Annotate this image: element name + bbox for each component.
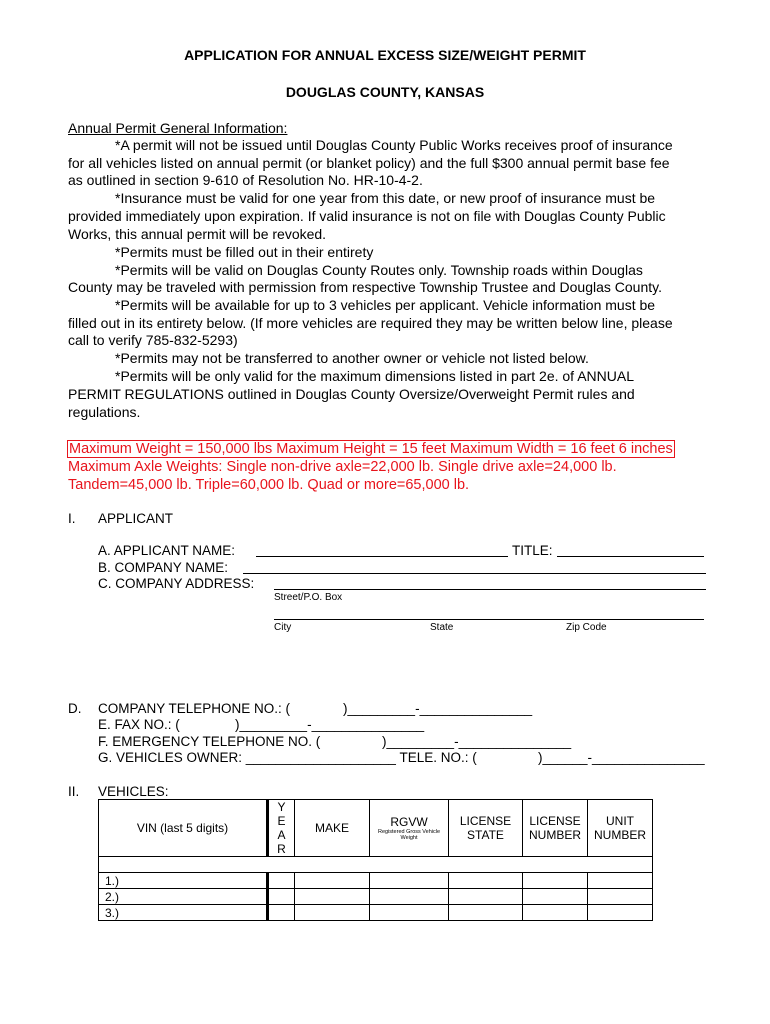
info-line: *Permits may not be transferred to another owner or vehicle not listed below. <box>115 350 589 366</box>
rgvw-label: RGVW <box>390 814 428 829</box>
info-line: *Permits must be filled out in their entirety <box>115 244 374 260</box>
license-number-cell[interactable] <box>523 905 588 921</box>
row-number: 2.) <box>99 889 268 905</box>
license-number-cell[interactable] <box>523 873 588 889</box>
year-cell[interactable] <box>268 889 295 905</box>
info-line: *Permits will be available for up to 3 vehicles per applicant. Vehicle information must be <box>115 297 656 313</box>
info-line: for all vehicles listed on annual permit (or blanket policy) and the full $300 annual permit base fee <box>68 155 670 171</box>
table-spacer-row <box>99 857 653 873</box>
year-cell[interactable] <box>268 873 295 889</box>
unit-number-label-1: UNIT <box>606 814 634 828</box>
unit-number-label-2: NUMBER <box>593 828 646 842</box>
info-line: provided immediately upon expiration. If valid insurance is not on file with Douglas County Public <box>68 208 666 224</box>
company-phone-label: COMPANY TELEPHONE NO.: ( <box>98 701 291 716</box>
info-line: *Insurance must be valid for one year from this date, or new proof of insurance must be <box>115 190 656 206</box>
rgvw-cell[interactable] <box>370 905 449 921</box>
company-name-field[interactable] <box>243 573 706 574</box>
emergency-phone-field[interactable]: )_________-_______________ <box>382 734 572 749</box>
license-state-cell[interactable] <box>449 889 523 905</box>
vehicles-owner-label: G. VEHICLES OWNER: ____________________ TELE. NO.: ( <box>98 750 477 765</box>
info-line: *Permits will be only valid for the maximum dimensions listed in part 2e. of ANNUAL <box>115 368 634 384</box>
title-label: TITLE: <box>512 543 553 558</box>
applicant-name-label: A. APPLICANT NAME: <box>98 543 236 558</box>
section-number: I. <box>68 511 76 526</box>
year-letter: Y <box>277 800 286 814</box>
document-title: APPLICATION FOR ANNUAL EXCESS SIZE/WEIGHT PERMIT <box>184 47 586 63</box>
general-info-heading: Annual Permit General Information: <box>68 120 288 136</box>
license-state-cell[interactable] <box>449 905 523 921</box>
make-header: MAKE <box>295 800 370 857</box>
table-row <box>99 905 653 921</box>
info-line: *Permits will be valid on Douglas County Routes only. Township roads within Douglas <box>115 262 643 278</box>
row-number: 3.) <box>99 905 268 921</box>
vehicles-section-title: VEHICLES: <box>98 784 169 799</box>
info-line: call to verify 785-832-5293) <box>68 332 238 348</box>
info-line: filled out in its entirety below. (If more vehicles are required they may be written below line, please <box>68 315 673 331</box>
company-phone-field[interactable]: )_________-_______________ <box>343 701 533 716</box>
rgvw-sub-label: Registered Gross Vehicle Weight <box>377 828 441 841</box>
info-line: County may be traveled with permission from respective Township Trustee and Douglas County. <box>68 279 662 295</box>
document-subtitle: DOUGLAS COUNTY, KANSAS <box>285 84 485 100</box>
info-line: as outlined in section 9-610 of Resolution No. HR-10-4-2. <box>68 172 423 188</box>
license-state-label-1: LICENSE <box>459 814 512 828</box>
license-number-label-2: NUMBER <box>528 828 581 842</box>
rgvw-cell[interactable] <box>370 889 449 905</box>
year-cell[interactable] <box>268 905 295 921</box>
vehicles-table <box>98 799 653 921</box>
max-axle-weights-line-2: Tandem=45,000 lb. Triple=60,000 lb. Quad or more=65,000 lb. <box>68 477 470 493</box>
unit-number-cell[interactable] <box>588 889 653 905</box>
year-letter: A <box>277 828 286 842</box>
year-header <box>268 800 295 857</box>
unit-number-cell[interactable] <box>588 873 653 889</box>
applicant-name-field[interactable] <box>256 556 508 557</box>
zip-caption: Zip Code <box>566 622 607 633</box>
owner-phone-field[interactable]: )______-_______________ <box>538 750 705 765</box>
max-dimensions-line: Maximum Weight = 150,000 lbs Maximum Height = 15 feet Maximum Width = 16 feet 6 inches <box>69 441 673 457</box>
license-state-cell[interactable] <box>449 873 523 889</box>
info-line: regulations. <box>68 404 141 420</box>
license-number-header <box>523 800 588 857</box>
row-number: 1.) <box>99 873 268 889</box>
street-caption: Street/P.O. Box <box>274 592 343 603</box>
unit-number-header <box>588 800 653 857</box>
table-row <box>99 889 653 905</box>
company-name-label: B. COMPANY NAME: <box>98 560 229 575</box>
license-number-cell[interactable] <box>523 889 588 905</box>
vin-header: VIN (last 5 digits) <box>99 800 268 857</box>
title-field[interactable] <box>557 556 704 557</box>
max-axle-weights-line: Maximum Axle Weights: Single non-drive axle=22,000 lb. Single drive axle=24,000 lb. <box>68 459 617 475</box>
rgvw-cell[interactable] <box>370 873 449 889</box>
info-line: PERMIT REGULATIONS outlined in Douglas County Oversize/Overweight Permit rules and <box>68 386 635 402</box>
section-number: II. <box>68 784 80 799</box>
table-header-row <box>99 800 653 857</box>
make-cell[interactable] <box>295 873 370 889</box>
company-phone-letter: D. <box>68 701 82 716</box>
license-state-label-2: STATE <box>467 828 504 842</box>
spacer-cell <box>99 857 653 873</box>
state-caption: State <box>430 622 454 633</box>
applicant-section-title: APPLICANT <box>98 511 174 526</box>
license-number-label-1: LICENSE <box>529 814 581 828</box>
year-letter: R <box>277 842 286 856</box>
city-state-zip-field[interactable] <box>274 619 704 620</box>
table-row <box>99 873 653 889</box>
year-letter: E <box>277 814 286 828</box>
street-field[interactable] <box>274 589 706 590</box>
company-address-label: C. COMPANY ADDRESS: <box>98 576 255 591</box>
make-cell[interactable] <box>295 889 370 905</box>
fax-label: E. FAX NO.: ( <box>98 717 180 732</box>
fax-field[interactable]: )_________-_______________ <box>235 717 425 732</box>
rgvw-header <box>370 800 449 857</box>
license-state-header <box>449 800 523 857</box>
city-caption: City <box>274 622 292 633</box>
info-line: *A permit will not be issued until Douglas County Public Works receives proof of insurance <box>115 137 673 153</box>
make-cell[interactable] <box>295 905 370 921</box>
unit-number-cell[interactable] <box>588 905 653 921</box>
info-line: Works, this annual permit will be revoked. <box>68 226 327 242</box>
emergency-phone-label: F. EMERGENCY TELEPHONE NO. ( <box>98 734 321 749</box>
